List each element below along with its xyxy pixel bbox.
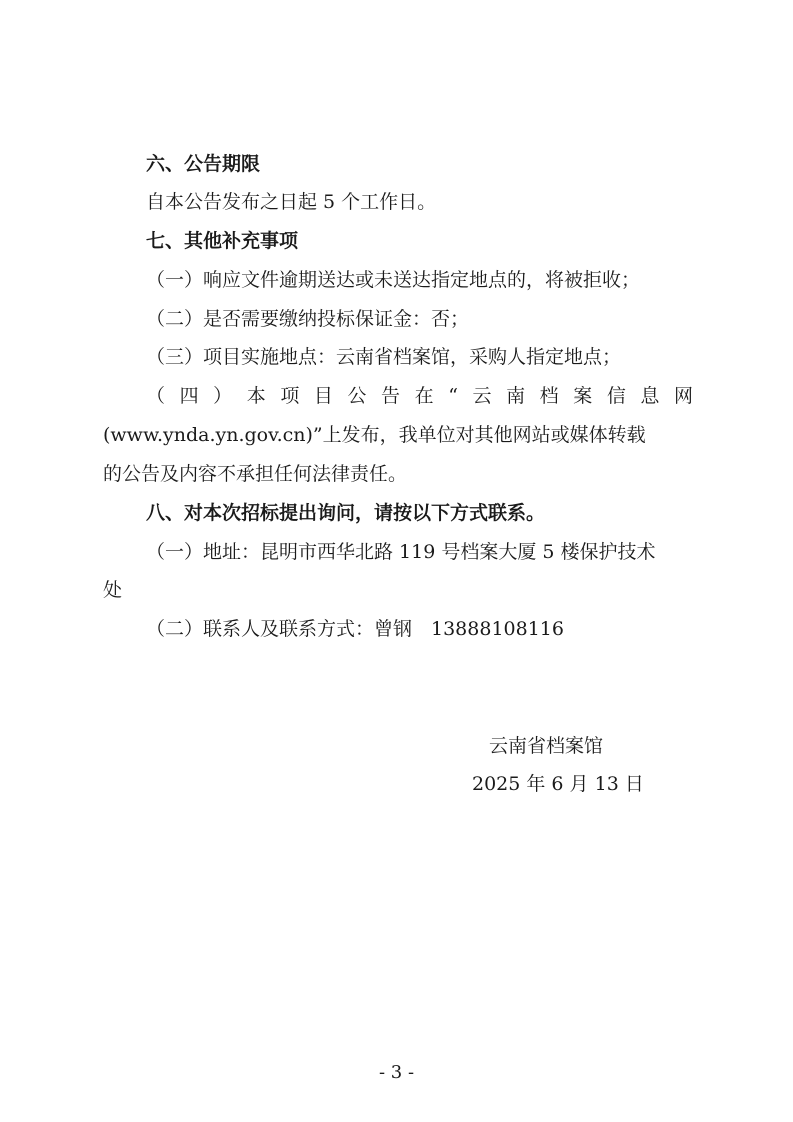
signature-organization: 云南省档案馆 [489,735,604,757]
section-eight-item-1-line-2: 处 [103,579,123,601]
section-six-heading: 六、公告期限 [146,153,261,175]
section-eight-item-2: （二）联系人及联系方式：曾钢 13888108116 [146,618,564,640]
section-seven-item-3: （三）项目实施地点：云南省档案馆，采购人指定地点； [146,346,622,368]
section-eight-heading: 八、对本次招标提出询问，请按以下方式联系。 [146,502,546,524]
section-seven-item-2: （二）是否需要缴纳投标保证金：否； [146,308,470,330]
section-six-body: 自本公告发布之日起 5 个工作日。 [146,191,437,213]
section-eight-item-1-line-1: （一）地址：昆明市西华北路 119 号档案大厦 5 楼保护技术 [146,541,656,563]
section-seven-heading: 七、其他补充事项 [146,230,299,252]
section-seven-item-4-line-2: (www.ynda.yn.gov.cn)”上发布，我单位对其他网站或媒体转载 [103,424,646,446]
section-seven-item-4-line-3: 的公告及内容不承担任何法律责任。 [103,463,408,485]
page-number: - 3 - [378,1062,415,1083]
section-seven-item-4-line-1: （四）本项目公告在“云南档案信息网 [146,385,693,407]
signature-date: 2025 年 6 月 13 日 [472,773,644,795]
section-seven-item-1: （一）响应文件逾期送达或未送达指定地点的，将被拒收； [146,269,641,291]
